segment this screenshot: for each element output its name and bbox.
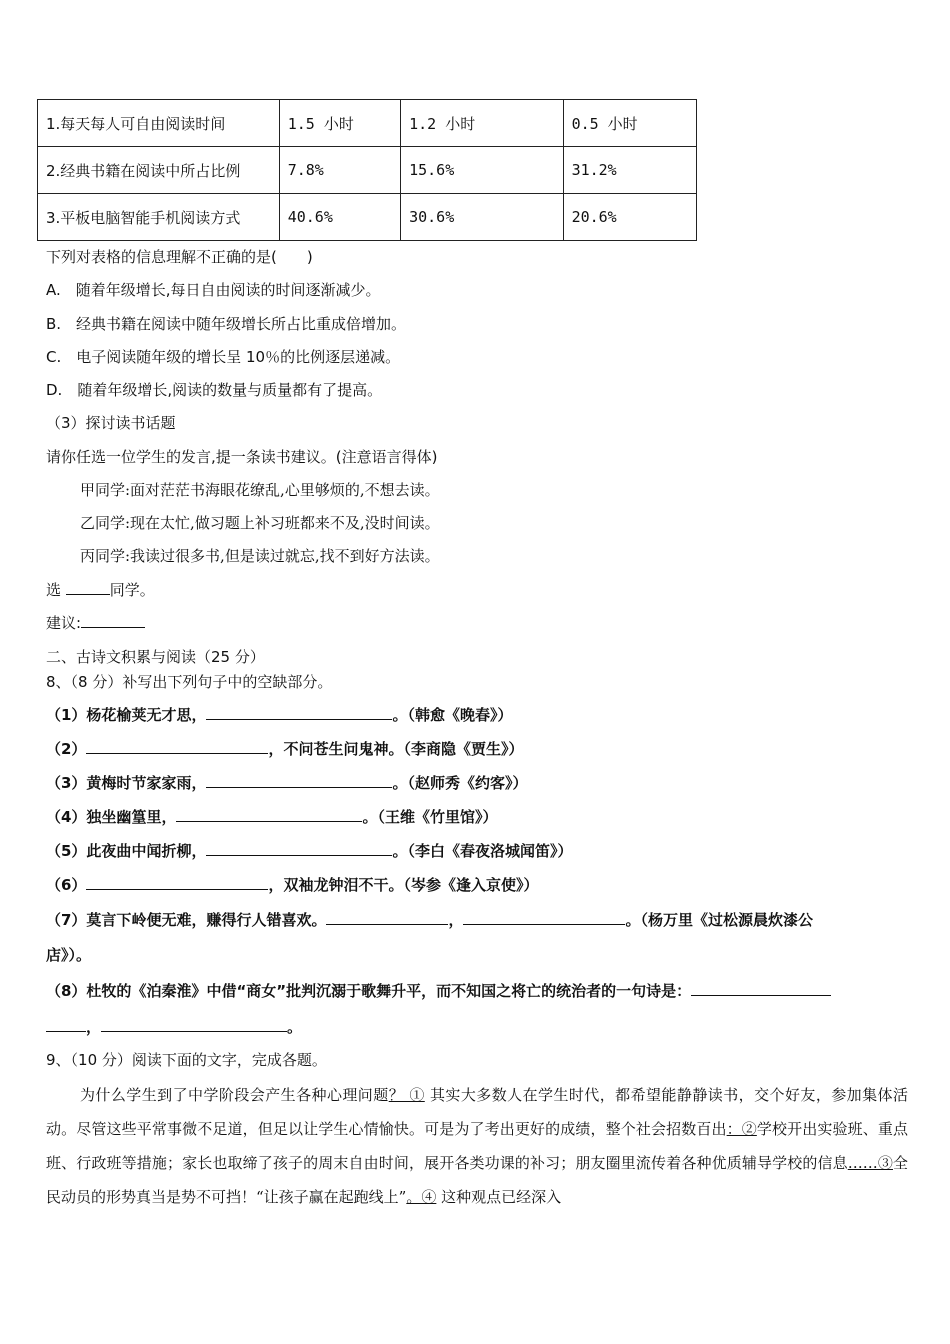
- q8-item-3: [46, 773, 527, 793]
- passage-text: 其实大多数人在学生时代，都希望能静静读书，交个好友，参加集体活动。尽管这些平常事微不足道，但足以让学生心情愉快。可是为了考出更好的成绩，整个社会招数百出: [46, 1086, 908, 1138]
- q8-item-8: [46, 981, 831, 1001]
- passage-text: 学校开出实验班、重点班、行政班等措施；家长也取缔了孩子的周末自由时间，展开各类功课的补习；朋友圈里流传着各种优质辅导学校的信息: [46, 1120, 908, 1172]
- student-bing: 丙同学:我读过很多书,但是读过就忘,找不到好方法读。: [80, 547, 440, 565]
- student-jia: 甲同学:面对茫茫书海眼花缭乱,心里够烦的,不想去读。: [80, 481, 440, 499]
- answer-blank[interactable]: [176, 807, 362, 822]
- q8-item-source: 。（王维《竹里馆》）: [362, 808, 498, 826]
- q8-item-4: [46, 807, 497, 827]
- table-cell: 40.6%: [279, 194, 400, 241]
- answer-blank[interactable]: [326, 910, 448, 925]
- q8-item-8-cont: [46, 1017, 302, 1037]
- q8-item-source: 。（韩愈《晚春》）: [392, 706, 513, 724]
- q8-item-source: 。（杨万里《过松源晨炊漆公: [625, 911, 813, 929]
- answer-blank[interactable]: [206, 773, 392, 788]
- q8-item-6: [46, 875, 538, 895]
- option-a: A. 随着年级增长,每日自由阅读的时间逐渐减少。: [46, 281, 381, 299]
- table-row: [38, 194, 697, 241]
- q8-item-sep: ，: [86, 1018, 102, 1036]
- answer-blank[interactable]: [86, 875, 268, 890]
- table-cell: 7.8%: [279, 147, 400, 194]
- choose-suffix: 同学。: [109, 581, 155, 599]
- choose-prefix: 选: [46, 581, 62, 599]
- q8-item-end: 。: [287, 1018, 303, 1036]
- q9-passage: [46, 1078, 908, 1214]
- passage-mark: ：②: [726, 1120, 757, 1138]
- answer-blank[interactable]: [86, 739, 268, 754]
- table-cell: 15.6%: [401, 147, 563, 194]
- table-cell: 0.5 小时: [563, 100, 696, 147]
- q8-item-5: [46, 841, 572, 861]
- option-d: D. 随着年级增长,阅读的数量与质量都有了提高。: [46, 381, 383, 399]
- q8-item-text: （5）此夜曲中闻折柳，: [46, 842, 207, 860]
- answer-blank[interactable]: [463, 910, 625, 925]
- table-cell: 1.5 小时: [279, 100, 400, 147]
- table-cell: 1.每天每人可自由阅读时间: [38, 100, 280, 147]
- q8-item-7: [46, 910, 813, 930]
- table-row: [38, 147, 697, 194]
- reading-stats-table: [37, 99, 697, 241]
- advice-line: [46, 613, 145, 633]
- q8-item-2: [46, 739, 523, 759]
- passage-mark: ？ ①: [388, 1086, 425, 1104]
- table-cell: 30.6%: [401, 194, 563, 241]
- q8-item-text: （1）杨花榆荚无才思，: [46, 706, 207, 724]
- passage-text: 全民动员的形势真当是势不可挡！“让孩子赢在起跑线上”: [46, 1154, 908, 1206]
- advice-label: 建议:: [46, 614, 82, 632]
- q8-item-source: 。（李白《春夜洛城闻笛》）: [392, 842, 573, 860]
- option-b: B. 经典书籍在阅读中随年级增长所占比重成倍增加。: [46, 315, 407, 333]
- q9-title: 9、（10 分）阅读下面的文字，完成各题。: [46, 1051, 327, 1069]
- part3-prompt: 请你任选一位学生的发言,提一条读书建议。(注意语言得体): [46, 448, 438, 466]
- passage-text: 这种观点已经深入: [436, 1188, 562, 1206]
- q8-item-source: 。（赵师秀《约客》）: [392, 774, 528, 792]
- q8-item-sep: ，: [448, 911, 464, 929]
- q8-title: 8、（8 分）补写出下列句子中的空缺部分。: [46, 673, 333, 691]
- q8-item-7-cont: 店》）。: [46, 946, 92, 964]
- q8-item-text: （2）: [46, 740, 87, 758]
- q8-item-1: [46, 705, 512, 725]
- section2-title: 二、古诗文积累与阅读（25 分）: [46, 648, 265, 666]
- table-cell: 20.6%: [563, 194, 696, 241]
- q8-item-text: （7）莫言下岭便无难，赚得行人错喜欢。: [46, 911, 327, 929]
- q8-item-text: （6）: [46, 876, 87, 894]
- part3-title: （3）探讨读书话题: [46, 414, 176, 432]
- answer-blank[interactable]: [206, 705, 392, 720]
- passage-text: 为什么学生到了中学阶段会产生各种心理问题: [80, 1086, 389, 1104]
- question-stem: 下列对表格的信息理解不正确的是( ): [46, 248, 313, 266]
- student-blank[interactable]: [66, 580, 110, 595]
- q8-item-text: （8）杜牧的《泊秦淮》中借“商女”批判沉溺于歌舞升平，而不知国之将亡的统治者的一句诗是：: [46, 982, 692, 1000]
- answer-blank[interactable]: [101, 1017, 287, 1032]
- q8-item-text: （3）黄梅时节家家雨，: [46, 774, 207, 792]
- advice-blank[interactable]: [81, 613, 145, 628]
- choose-student-line: [46, 580, 155, 600]
- passage-mark: 。④: [406, 1188, 437, 1206]
- answer-blank[interactable]: [46, 1017, 86, 1032]
- q8-item-text: （4）独坐幽篁里，: [46, 808, 177, 826]
- answer-blank[interactable]: [206, 841, 392, 856]
- table-row: [38, 100, 697, 147]
- q8-item-source: ，不问苍生问鬼神。（李商隐《贾生》）: [268, 740, 524, 758]
- answer-blank[interactable]: [691, 981, 831, 996]
- table-cell: 2.经典书籍在阅读中所占比例: [38, 147, 280, 194]
- table-cell: 31.2%: [563, 147, 696, 194]
- student-yi: 乙同学:现在太忙,做习题上补习班都来不及,没时间读。: [80, 514, 440, 532]
- option-c: C. 电子阅读随年级的增长呈 10％的比例逐层递减。: [46, 348, 401, 366]
- q8-item-source: ，双袖龙钟泪不干。（岑参《逢入京使》）: [268, 876, 539, 894]
- table-cell: 3.平板电脑智能手机阅读方式: [38, 194, 280, 241]
- table-cell: 1.2 小时: [401, 100, 563, 147]
- passage-mark: ……③: [847, 1154, 893, 1172]
